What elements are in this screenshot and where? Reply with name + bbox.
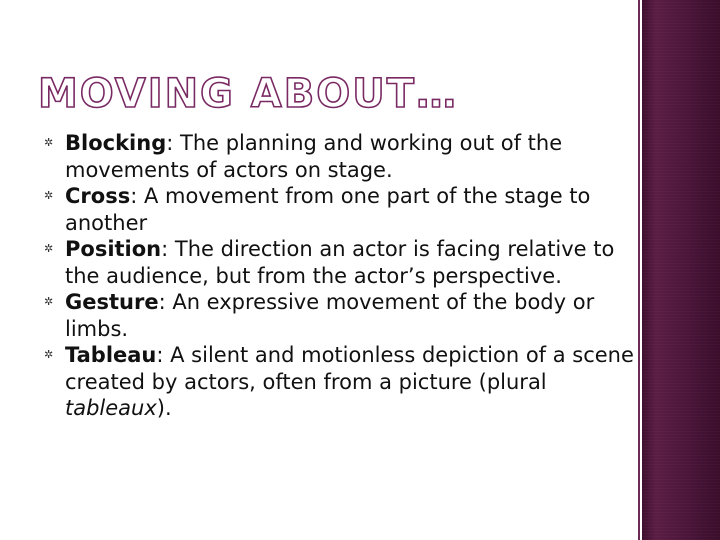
term-label: Position	[65, 237, 162, 261]
bullet-icon: ✲	[44, 136, 54, 149]
bullet-icon: ✲	[44, 242, 54, 255]
bullet-cross	[44, 183, 634, 236]
term-label: Tableau	[65, 343, 157, 367]
term-label: Cross	[65, 184, 131, 208]
bullet-icon: ✲	[44, 348, 54, 361]
term-definition: : A silent and motionless depiction of a scene created by actors, often from a picture (plural	[65, 343, 634, 394]
term-definition: : The direction an actor is facing relative to the audience, but from the actor’s perspective.	[65, 237, 615, 288]
slide-title: MOVING ABOUT…	[38, 71, 459, 117]
term-italic: tableaux	[65, 396, 157, 420]
bullet-tableau	[44, 342, 634, 422]
bullet-icon: ✲	[44, 189, 54, 202]
term-tail: ).	[156, 396, 172, 420]
bullet-list	[44, 130, 634, 422]
bullet-icon: ✲	[44, 295, 54, 308]
term-definition: : A movement from one part of the stage to another	[65, 184, 591, 235]
bullet-position	[44, 236, 634, 289]
term-definition: : The planning and working out of the movements of actors on stage.	[65, 131, 563, 182]
term-label: Blocking	[65, 131, 167, 155]
bullet-blocking	[44, 130, 634, 183]
side-divider	[638, 0, 640, 540]
term-label: Gesture	[65, 290, 159, 314]
term-definition: : An expressive movement of the body or limbs.	[65, 290, 595, 341]
decorative-side-bar	[642, 0, 720, 540]
bullet-gesture	[44, 289, 634, 342]
